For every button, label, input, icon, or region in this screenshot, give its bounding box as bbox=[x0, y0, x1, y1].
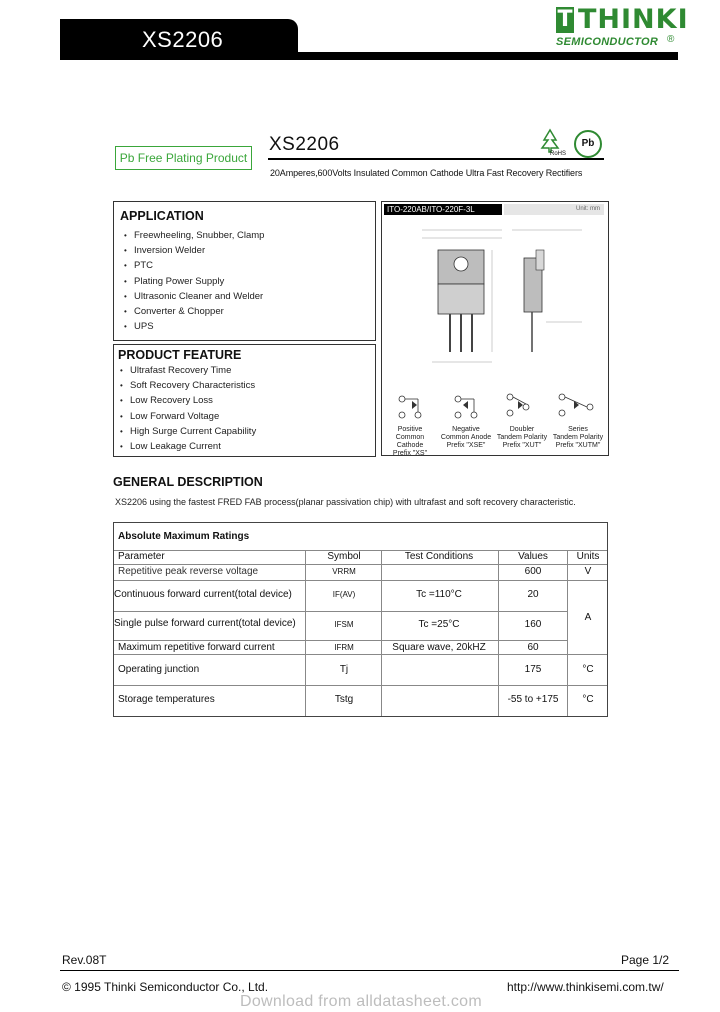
config-line: Prefix "XUTM" bbox=[555, 442, 601, 449]
table-rule bbox=[114, 640, 567, 641]
header-symbol: Symbol bbox=[327, 551, 361, 562]
ratings-table bbox=[113, 522, 608, 717]
table-cell-param: Storage temperatures bbox=[118, 694, 215, 705]
config-positive bbox=[382, 426, 438, 458]
general-description-title: GENERAL DESCRIPTION bbox=[113, 475, 263, 489]
rohs-icon bbox=[540, 128, 570, 156]
table-rule bbox=[114, 580, 607, 581]
list-item: • Soft Recovery Characteristics bbox=[120, 378, 256, 393]
config-series bbox=[550, 426, 606, 450]
table-cell-symbol: VRRM bbox=[332, 567, 356, 576]
table-rule bbox=[114, 654, 607, 655]
table-cell-value: -55 to +175 bbox=[507, 694, 559, 705]
config-line: Negative bbox=[452, 426, 480, 433]
table-cell-unit: V bbox=[584, 566, 592, 577]
pb-free-icon bbox=[574, 130, 602, 158]
list-item: • Low Leakage Current bbox=[120, 439, 256, 454]
table-cell-symbol: Tstg bbox=[334, 694, 354, 705]
list-item: • Low Forward Voltage bbox=[120, 409, 256, 424]
config-line: Doubler bbox=[509, 426, 535, 433]
header-values: Values bbox=[518, 551, 548, 562]
table-cell-condition: Square wave, 20kHZ bbox=[392, 642, 486, 653]
table-cell-param: Repetitive peak reverse voltage bbox=[118, 566, 259, 577]
package-unit: Unit: mm bbox=[504, 204, 604, 215]
copyright: © 1995 Thinki Semiconductor Co., Ltd. bbox=[62, 980, 269, 994]
config-line: Common Cathode bbox=[395, 434, 425, 449]
config-line: Prefix "XUT" bbox=[502, 442, 542, 449]
table-rule bbox=[114, 564, 607, 565]
list-item: • Inversion Welder bbox=[124, 243, 264, 258]
logo-subtitle: SEMICONDUCTOR bbox=[556, 36, 659, 48]
header-parameter: Parameter bbox=[118, 551, 165, 562]
logo-word: THINKI bbox=[578, 4, 689, 35]
page-number: Page 1/2 bbox=[621, 953, 670, 967]
company-url[interactable]: http://www.thinkisemi.com.tw/ bbox=[507, 980, 664, 994]
list-item: • PTC bbox=[124, 258, 264, 273]
config-line: Prefix "XSE" bbox=[446, 442, 486, 449]
table-cell-value: 60 bbox=[527, 642, 539, 653]
table-rule bbox=[114, 685, 607, 686]
config-line: Series bbox=[568, 426, 588, 433]
watermark: Download from alldatasheet.com bbox=[240, 993, 483, 1010]
feature-box bbox=[113, 344, 376, 457]
header-rule bbox=[60, 52, 678, 60]
table-cell-value: 20 bbox=[527, 589, 539, 600]
table-cell-value: 160 bbox=[524, 619, 542, 630]
application-box bbox=[113, 201, 376, 341]
table-caption: Absolute Maximum Ratings bbox=[118, 531, 250, 542]
table-cell-symbol: Tj bbox=[339, 664, 349, 675]
table-cell-condition: Tc =25°C bbox=[418, 619, 460, 630]
pb-free-label: Pb Free Plating Product bbox=[115, 146, 252, 170]
header-test-conditions: Test Conditions bbox=[404, 551, 474, 562]
table-cell-symbol: IF(AV) bbox=[332, 590, 356, 599]
package-drawing-box bbox=[381, 201, 609, 456]
config-line: Prefix "XS" bbox=[392, 450, 428, 457]
package-outline-drawing bbox=[382, 202, 608, 455]
table-cell-param: Operating junction bbox=[118, 664, 200, 675]
header-units: Units bbox=[576, 551, 600, 562]
footer-rule bbox=[60, 970, 679, 971]
config-doubler bbox=[494, 426, 550, 450]
list-item: • Ultrafast Recovery Time bbox=[120, 363, 256, 378]
title-rule bbox=[268, 158, 604, 160]
part-subtitle: 20Amperes,600Volts Insulated Common Cathode Ultra Fast Recovery Rectifiers bbox=[270, 168, 583, 178]
table-cell-symbol: IFSM bbox=[334, 620, 354, 629]
config-negative bbox=[438, 426, 494, 450]
list-item: • High Surge Current Capability bbox=[120, 424, 256, 439]
package-label: ITO-220AB/ITO-220F-3L bbox=[384, 204, 502, 215]
list-item: • Ultrasonic Cleaner and Welder bbox=[124, 289, 264, 304]
application-title: APPLICATION bbox=[120, 209, 204, 223]
company-logo bbox=[556, 4, 689, 50]
table-cell-value: 600 bbox=[524, 566, 542, 577]
list-item: • Freewheeling, Snubber, Clamp bbox=[124, 228, 264, 243]
pb-text: Pb bbox=[581, 138, 595, 149]
table-cell-unit: °C bbox=[582, 664, 594, 675]
rohs-text: RoHS bbox=[550, 151, 567, 156]
list-item: • UPS bbox=[124, 319, 264, 334]
logo-registered: ® bbox=[667, 34, 675, 45]
table-cell-unit: A bbox=[584, 612, 592, 623]
general-description-text: XS2206 using the fastest FRED FAB process(planar passivation chip) with ultrafast and soft recovery characteristic. bbox=[115, 497, 576, 507]
table-cell-symbol: IFRM bbox=[334, 643, 354, 652]
header-title: XS2206 bbox=[142, 27, 224, 52]
list-item: • Low Recovery Loss bbox=[120, 393, 256, 408]
list-item: • Converter & Chopper bbox=[124, 304, 264, 319]
list-item: • Plating Power Supply bbox=[124, 274, 264, 289]
config-line: Tandem Polarity bbox=[496, 434, 548, 441]
config-line: Tandem Polarity bbox=[552, 434, 604, 441]
feature-title: PRODUCT FEATURE bbox=[118, 348, 242, 362]
table-cell-param: Maximum repetitive forward current bbox=[118, 642, 275, 653]
table-cell-unit: °C bbox=[582, 694, 594, 705]
config-line: Positive bbox=[397, 426, 423, 433]
table-cell-param: Continuous forward current(total device) bbox=[114, 589, 292, 600]
table-cell-value: 175 bbox=[524, 664, 542, 675]
feature-list bbox=[120, 363, 256, 454]
table-cell-condition: Tc =110°C bbox=[416, 589, 462, 600]
table-cell-param: Single pulse forward current(total device) bbox=[114, 618, 296, 629]
part-title: XS2206 bbox=[269, 134, 340, 155]
revision: Rev.08T bbox=[62, 953, 107, 967]
table-rule bbox=[114, 611, 567, 612]
application-list bbox=[124, 228, 264, 334]
logo-mark: T bbox=[557, 7, 573, 32]
config-line: Common Anode bbox=[440, 434, 492, 441]
